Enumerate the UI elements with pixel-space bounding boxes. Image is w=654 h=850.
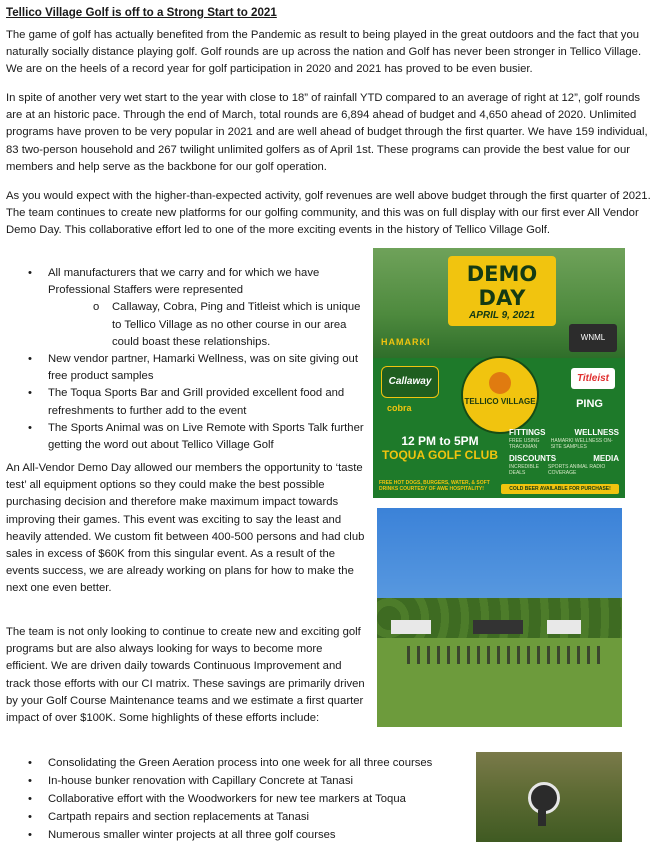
list-item: • The Toqua Sports Bar and Grill provided excellent food and refreshments to further add to the event	[28, 387, 345, 417]
photo-crowd	[407, 646, 607, 664]
flyer-media: MEDIA	[593, 454, 619, 463]
paragraph-demo-day: An All-Vendor Demo Day allowed our members the opportunity to ‘taste test’ all equipment options so they could make the best possible purchasing decision and therefore make maximum impact towards improving their games. This event was exciting to say the least and heavily attended. We custom fit between 400-500 persons and had club sales in excess of $60K from this singular event. As a result of the events success, we are already working on plans for how to make the next one even better.	[6, 462, 365, 595]
demo-day-event-photo	[377, 508, 622, 727]
list-item: • Consolidating the Green Aeration process into one week for all three courses	[28, 757, 433, 769]
paragraph-intro: The game of golf has actually benefited from the Pandemic as result to being played in the great outdoors and the fact that you naturally socially distance playing golf. Golf rounds are up across the nation and Golf has never been stronger in Tellico Village. We are on the heels of a record year for golf participation in 2020 and 2021 has proved to be even busier.	[6, 29, 642, 76]
tellico-village-logo: TELLICO VILLAGE	[461, 356, 539, 434]
flyer-cold-beer-note: COLD BEER AVAILABLE FOR PURCHASE!	[501, 484, 619, 494]
flyer-club: TOQUA GOLF CLUB	[382, 448, 498, 462]
list-item: • Cartpath repairs and section replacements at Tanasi	[28, 811, 310, 823]
tee-marker-post	[538, 810, 546, 826]
callaway-logo: Callaway	[381, 366, 439, 398]
flyer-demo-day-banner	[448, 256, 556, 326]
tee-marker-photo	[476, 752, 622, 842]
list-item: • Collaborative effort with the Woodworkers for new tee markers at Toqua	[28, 793, 406, 805]
flyer-free-food-note: FREE HOT DOGS, BURGERS, WATER, & SOFT DRINKS COURTESY OF AWE HOSPITALITY!	[379, 480, 490, 492]
list-item: • All manufacturers that we carry and for which we have Professional Staffers were represented o Callaway, Cobra, Ping and Titleist which is unique to Tellico Village as no other course in our area could boast these relationships.	[20, 265, 365, 351]
flyer-date: APRIL 9, 2021	[469, 310, 535, 321]
flyer-time: 12 PM to 5PM	[401, 434, 479, 448]
sub-bullet-list	[48, 299, 365, 351]
demo-day-flyer-image	[373, 248, 625, 498]
list-item: o Callaway, Cobra, Ping and Titleist which is unique to Tellico Village as no other course in our area could boast these relationships.	[93, 301, 361, 348]
article-title: Tellico Village Golf is off to a Strong Start to 2021	[6, 6, 277, 19]
flyer-features: FITTINGS WELLNESS FREE USING TRACKMAN HAMARKI WELLNESS ON-SITE SAMPLES DISCOUNTS MEDIA INCREDIBLE DEALS SPORTS ANIMAL RADIO COVERAGE	[509, 428, 619, 476]
photo-tent	[391, 620, 431, 634]
radio-station-logo: WNML	[569, 324, 617, 352]
ping-logo: PING	[576, 398, 603, 410]
photo-tent	[547, 620, 581, 634]
golf-ball-icon	[489, 372, 511, 394]
cobra-logo: cobra	[387, 403, 412, 413]
flyer-demo-title: DEMO DAY	[466, 262, 538, 310]
paragraph-efficiency: The team is not only looking to continue to create new and exciting golf programs but are also always looking for ways to become more efficient. We are driven daily towards Continuous Improvement and track those efforts with our CI matrix. These savings are primarily driven by your Golf Course Maintenance teams and we estimate a first quarter impact of over $100K. Some highlights of these efforts include:	[6, 626, 365, 725]
hamarki-logo: HAMARKI	[381, 337, 431, 347]
list-item: • In-house bunker renovation with Capillary Concrete at Tanasi	[28, 775, 353, 787]
demo-day-bullet-list	[20, 265, 365, 454]
flyer-time-location	[381, 434, 499, 462]
photo-tent	[473, 620, 523, 634]
paragraph-revenue: As you would expect with the higher-than-expected activity, golf revenues are well above budget through the first quarter of 2021. The team continues to create new platforms for our golfing community, and this was on full display with our first ever All Vendor Demo Day. This collaborative effort led to one of the more exciting events in the history of Tellico Village Golf.	[6, 190, 651, 237]
paragraph-rounds: In spite of another very wet start to the year with close to 18” of rainfall YTD compared to an average of right at 12”, golf rounds are at an historic pace. Through the end of March, total rounds are 6,894 ahead of budget and 4,650 ahead of 2020. Unlimited programs have proven to be very popular in 2021 and are well ahead of budget through the first quarter. We have 159 individual, 83 two-person household and 267 twilight unlimited golfers as of April 1st. These programs can provide the best value for our members and help serve as the backbone for our golf operation.	[6, 92, 648, 173]
list-item: • New vendor partner, Hamarki Wellness, was on site giving out free product samples	[28, 353, 358, 383]
flyer-wellness: WELLNESS	[574, 428, 619, 437]
list-item: • Numerous smaller winter projects at all three golf courses	[28, 829, 336, 841]
titleist-logo: Titleist	[571, 368, 615, 389]
efficiency-bullet-list	[20, 754, 480, 844]
list-item: • The Sports Animal was on Live Remote with Sports Talk further getting the word out about Tellico Village Golf	[28, 421, 364, 452]
flyer-discounts: DISCOUNTS	[509, 454, 557, 463]
flyer-fittings: FITTINGS	[509, 428, 546, 437]
